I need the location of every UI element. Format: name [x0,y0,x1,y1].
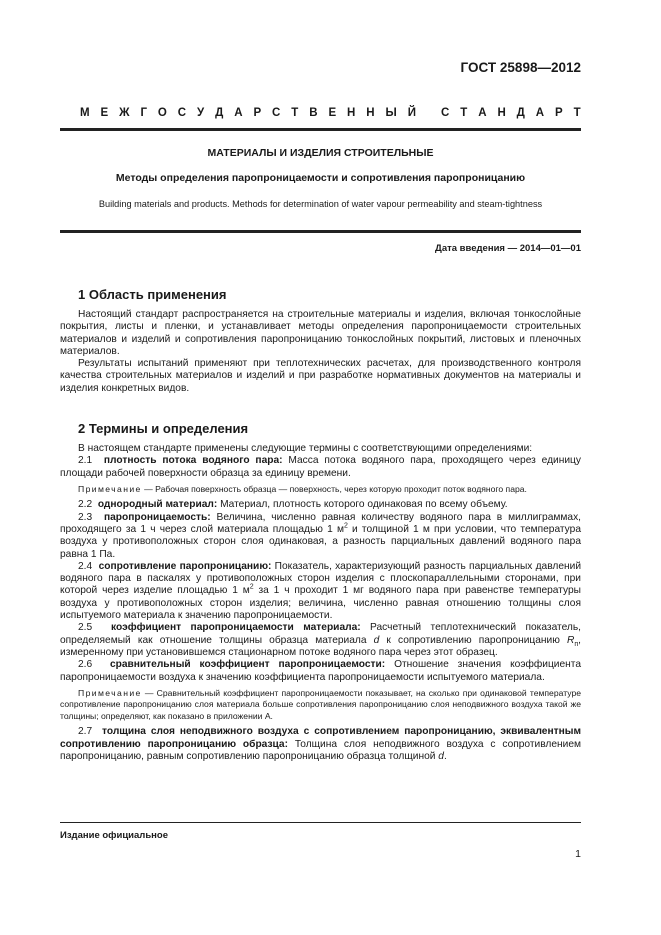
section-2-heading: 2 Термины и определения [78,421,249,436]
term-definition-cont: за 1 ч проходит 1 мг водяного пара при равенстве температуры воздуха у противоположных сторон изделия; величина, численно равная отношению толщины слоя испытуемого материала к значению паропроницаемости. [60,585,581,622]
term-name: сравнительный коэффициент паропроницаемости: [109,659,386,671]
symbol-d: d [373,634,380,646]
term-name: коэффициент паропроницаемости материала: [111,622,361,634]
subscript: п [574,640,579,648]
section-1-heading: 1 Область применения [78,287,227,302]
term-2-2 [60,499,581,511]
banner-letter: Ж [119,107,130,119]
banner-letter: О [157,107,167,119]
banner-letter: С [441,107,450,119]
term-name: толщина слоя неподвижного воздуха с сопротивлением паропроницанию, эквивалентным сопротивлению паропроницанию образца: [60,726,581,750]
header-rule [60,128,581,131]
term-2-6 [60,659,581,684]
term-definition: Толщина слоя неподвижного воздуха с сопротивлением паропроницанию, равным сопротивлению паропроницанию образца толщиной [60,738,581,762]
term-number: 2.2 [78,499,93,511]
banner-letter: Н [366,107,375,119]
note-1 [60,484,581,496]
footer-rule [60,822,581,823]
banner-letter: А [535,107,545,119]
term-number: 2.6 [78,659,93,671]
term-definition: Показатель, характеризующий разность парциальных давлений водяного пара в паскалях у противоположных сторон изделия с плоскопараллельными сторонами, при которой через изделие площадью 1 м [60,560,582,597]
banner-letter: Т [291,107,299,119]
page-number: 1 [575,848,581,860]
term-definition: Масса потока водяного пара, проходящего через единицу площади рабочей поверхности образца за единицу времени. [60,455,581,479]
note-2 [60,688,581,723]
banner-word-gap [427,107,430,119]
banner-letter: Д [215,107,224,119]
superscript: 2 [343,522,348,530]
term-definition-cont: к сопротивлению паропроницанию [379,634,567,646]
note-text: — Рабочая поверхность образца — поверхность, через которую проходит поток водяного пара. [141,483,527,494]
introduction-date: Дата введения — 2014—01—01 [435,243,581,254]
banner-letter: Н [347,107,356,119]
term-definition: Расчетный теплотехнический показатель, определяемый как отношение толщины образца материала [60,622,581,646]
banner-letter: Е [328,107,337,119]
term-2-1 [60,455,581,480]
paragraph: В настоящем стандарте применены следующие термины с соответствующими определениями: [78,443,533,454]
banner-letter: Д [516,107,525,119]
term-name: сопротивление паропроницанию: [98,560,272,572]
banner-letter: Й [407,107,416,119]
banner-letter: Т [460,107,468,119]
term-name: паропроницаемость: [103,511,211,523]
term-number: 2.3 [78,511,93,523]
document-id: ГОСТ 25898—2012 [460,60,581,75]
term-definition: Материал, плотность которого одинаковая по всему объему. [217,499,508,511]
note-text: — Сравнительный коэффициент паропроницаемости показывает, на сколько при одинаковой температуре сопротивление паропроницанию слоя материала больше сопротивления паропроницанию слоя неподвижного воздуха такой же толщины; определяют, как показано в приложении А. [60,687,581,721]
banner-letter: А [478,107,487,119]
term-definition: Величина, численно равная количеству водяного пара в миллиграммах, проходящего за 1 ч через слой материала площадью 1 м [60,511,581,535]
banner-letter: А [234,107,243,119]
term-name: плотность потока водяного пара: [103,455,283,467]
english-title: Building materials and products. Methods for determination of water vapour permeability and steam-tightness [98,199,543,209]
banner-letter: С [272,107,281,119]
banner-letter: У [197,107,205,119]
term-number: 2.1 [78,455,93,467]
term-number: 2.7 [78,726,93,738]
banner-letter: Ы [385,107,397,119]
banner-letter: Г [140,107,147,119]
banner-letter: М [80,107,90,119]
paragraph: Настоящий стандарт распространяется на строительные материалы и изделия, включая тонкослойные покрытия, листы и пленки, и устанавливает методы определения паропроницаемости строительных материалов и изделий и сопротивления паропроницанию тонкослойных покрытий, листовых и пленочных материалов. [60,309,581,357]
banner-letter: Р [253,107,262,119]
term-2-3 [60,512,581,561]
term-definition-cont: и толщиной 1 м при условии, что температура воздуха у противоположных сторон слоя одинаковая, а разность парциальных давлений водяного пара равна 1 Па. [60,523,581,560]
banner-letter: С [177,107,187,119]
term-number: 2.5 [78,622,93,634]
official-edition-label: Издание официальное [60,830,168,841]
section-2-body [60,443,581,763]
superscript: 2 [249,584,254,592]
banner-letter: Н [497,107,506,119]
banner-letter: Е [100,107,109,119]
title-rule [60,230,581,233]
term-2-5 [60,622,581,659]
term-2-7 [60,726,581,763]
document-title: МАТЕРИАЛЫ И ИЗДЕЛИЯ СТРОИТЕЛЬНЫЕ [207,147,434,159]
interstate-standard-banner [80,107,581,119]
term-number: 2.4 [78,560,93,572]
banner-letter: Р [555,107,563,119]
term-definition-end: . [443,750,447,762]
banner-letter: В [309,107,318,119]
paragraph: Результаты испытаний применяют при теплотехнических расчетах, для производственного контроля качества строительных материалов и изделий и при разработке нормативных документов на материалы и изделия конкретных видов. [60,358,581,394]
term-name: однородный материал: [97,499,218,511]
symbol-d: d [438,750,444,762]
note-label: Примечание [78,687,142,698]
term-definition: Отношение значения коэффициента паропроницаемости воздуха к значению коэффициента паропроницаемости испытуемого материала. [60,659,582,683]
symbol-r: R [567,634,575,646]
term-definition-end: , измеренному при установившемся стационарном потоке водяного пара через этот образец. [60,634,581,658]
document-subtitle: Методы определения паропроницаемости и сопротивления паропроницанию [115,172,526,184]
note-label: Примечание [78,483,142,494]
term-2-4 [60,561,581,622]
banner-letter: Т [573,107,581,119]
section-1-body [60,309,581,395]
